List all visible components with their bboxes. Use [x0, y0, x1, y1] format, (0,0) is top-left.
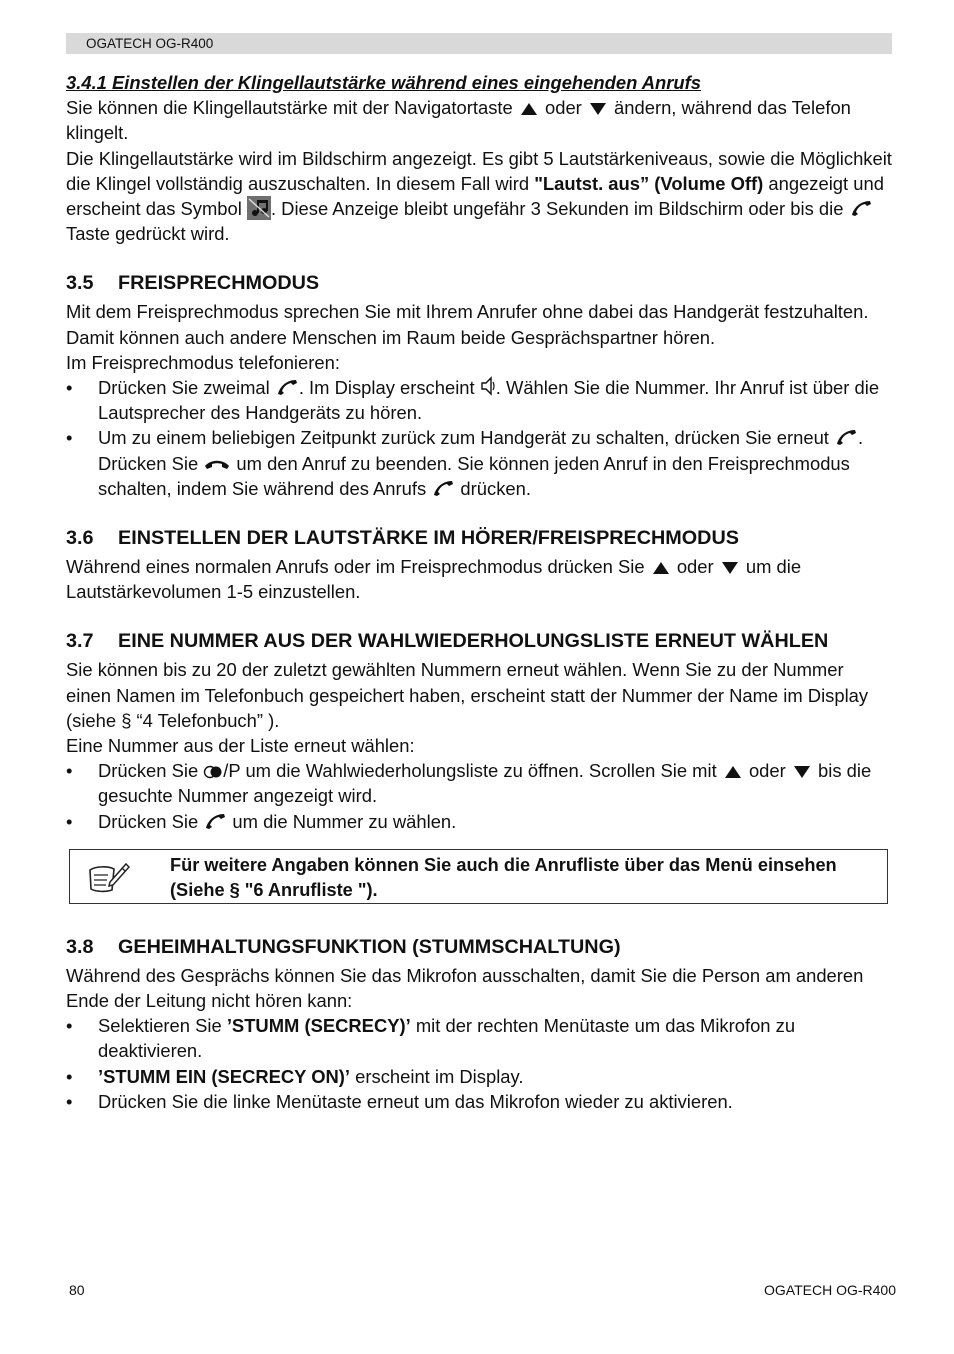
section-3-6	[66, 525, 892, 604]
subsection-heading-3-4-1: 3.4.1 Einstellen der Klingellautstärke während eines eingehenden Anrufs	[66, 72, 701, 93]
bullet-list	[66, 1013, 892, 1114]
list-item: • Drücken Sie zweimal . Im Display erscheint . Wählen Sie die Nummer. Ihr Anruf ist über die Lautsprecher des Handgeräts zu hören.	[66, 377, 880, 424]
list-item: • Drücken Sie um die Nummer zu wählen.	[66, 810, 457, 832]
section-heading: 3.8 GEHEIMHALTUNGSFUNKTION (STUMMSCHALTUNG)	[66, 935, 621, 958]
footer-title: OGATECH OG-R400	[764, 1282, 896, 1298]
arrow-down-icon	[791, 765, 813, 779]
speaker-icon	[480, 376, 496, 396]
paragraph: Sie können bis zu 20 der zuletzt gewählten Nummern erneut wählen. Wenn Sie zu der Nummer einen Namen im Telefonbuch gespeichert haben, erscheint statt der Nummer der Name im Display (siehe § “4 Telefonbuch” ).	[66, 659, 869, 731]
ringer-off-icon	[247, 196, 271, 220]
section-heading: 3.6 EINSTELLEN DER LAUTSTÄRKE IM HÖRER/FREISPRECHMODUS	[66, 527, 739, 550]
paragraph: Im Freisprechmodus telefonieren:	[66, 351, 340, 373]
phone-talk-icon	[275, 378, 299, 396]
list-item: • Drücken Sie /P um die Wahlwiederholungsliste zu öffnen. Scrollen Sie mit oder bis die gesuchte Nummer angezeigt wird.	[66, 760, 872, 807]
section-heading: 3.7 EINE NUMMER AUS DER WAHLWIEDERHOLUNGSLISTE ERNEUT WÄHLEN	[66, 630, 829, 653]
bullet-list	[66, 375, 892, 501]
phone-talk-icon	[834, 428, 858, 446]
arrow-up-icon	[722, 765, 744, 779]
phone-talk-icon	[431, 479, 455, 497]
note-box	[69, 849, 888, 904]
arrow-down-icon	[719, 561, 741, 575]
paragraph: Sie können die Klingellautstärke mit der Navigatortaste oder ändern, während das Telefon klingelt.	[66, 97, 851, 144]
paragraph: Die Klingellautstärke wird im Bildschirm angezeigt. Es gibt 5 Lautstärkeniveaus, sowie die Möglichkeit die Klingel vollständig auszuschalten. In diesem Fall wird "Lautst. aus” (Volume Off) angezeigt und erscheint das Symbol . Diese Anzeige bleibt ungefähr 3 Sekunden im Bildschirm oder bis die Taste gedrückt wird.	[66, 147, 892, 245]
list-item: • Selektieren Sie ’STUMM (SECRECY)’ mit der rechten Menütaste um das Mikrofon zu deaktivieren.	[66, 1015, 796, 1062]
section-heading: 3.5 FREISPRECHMODUS	[66, 272, 320, 295]
arrow-down-icon	[587, 102, 609, 116]
phone-hangup-icon	[203, 458, 231, 472]
list-item: • ’STUMM EIN (SECRECY ON)’ erscheint im Display.	[66, 1065, 524, 1087]
section-3-5	[66, 270, 892, 501]
section-3-7	[66, 628, 892, 833]
page-content	[66, 70, 892, 1114]
bullet-list	[66, 758, 892, 834]
paragraph: Während des Gesprächs können Sie das Mikrofon ausschalten, damit Sie die Person am anderen Ende der Leitung nicht hören kann:	[66, 964, 864, 1012]
list-item: • Um zu einem beliebigen Zeitpunkt zurück zum Handgerät zu schalten, drücken Sie erneut . Drücken Sie um den Anruf zu beenden. Sie können jeden Anruf in den Freisprechmodus schalten, indem Sie während des Anrufs drücken.	[66, 427, 864, 499]
phone-talk-icon	[849, 199, 873, 217]
paragraph: Eine Nummer aus der Liste erneut wählen:	[66, 735, 415, 757]
page-number: 80	[69, 1282, 85, 1298]
paragraph: Während eines normalen Anrufs oder im Freisprechmodus drücken Sie oder um die Lautstärkevolumen 1-5 einzustellen.	[66, 556, 802, 603]
note-text: Für weitere Angaben können Sie auch die Anrufliste über das Menü einsehen (Siehe § "6 Anrufliste ").	[170, 854, 837, 900]
header-title: OGATECH OG-R400	[86, 36, 214, 51]
phone-talk-icon	[203, 812, 227, 830]
section-3-8	[66, 934, 892, 1114]
header-bar	[66, 33, 892, 54]
arrow-up-icon	[650, 561, 672, 575]
list-item: • Drücken Sie die linke Menütaste erneut um das Mikrofon wieder zu aktivieren.	[66, 1090, 733, 1112]
redial-icon	[203, 765, 223, 779]
paragraph: Mit dem Freisprechmodus sprechen Sie mit Ihrem Anrufer ohne dabei das Handgerät festzuhalten. Damit können auch andere Menschen im Raum beide Gesprächspartner hören.	[66, 301, 869, 348]
arrow-up-icon	[518, 102, 540, 116]
note-pencil-icon	[86, 860, 130, 894]
